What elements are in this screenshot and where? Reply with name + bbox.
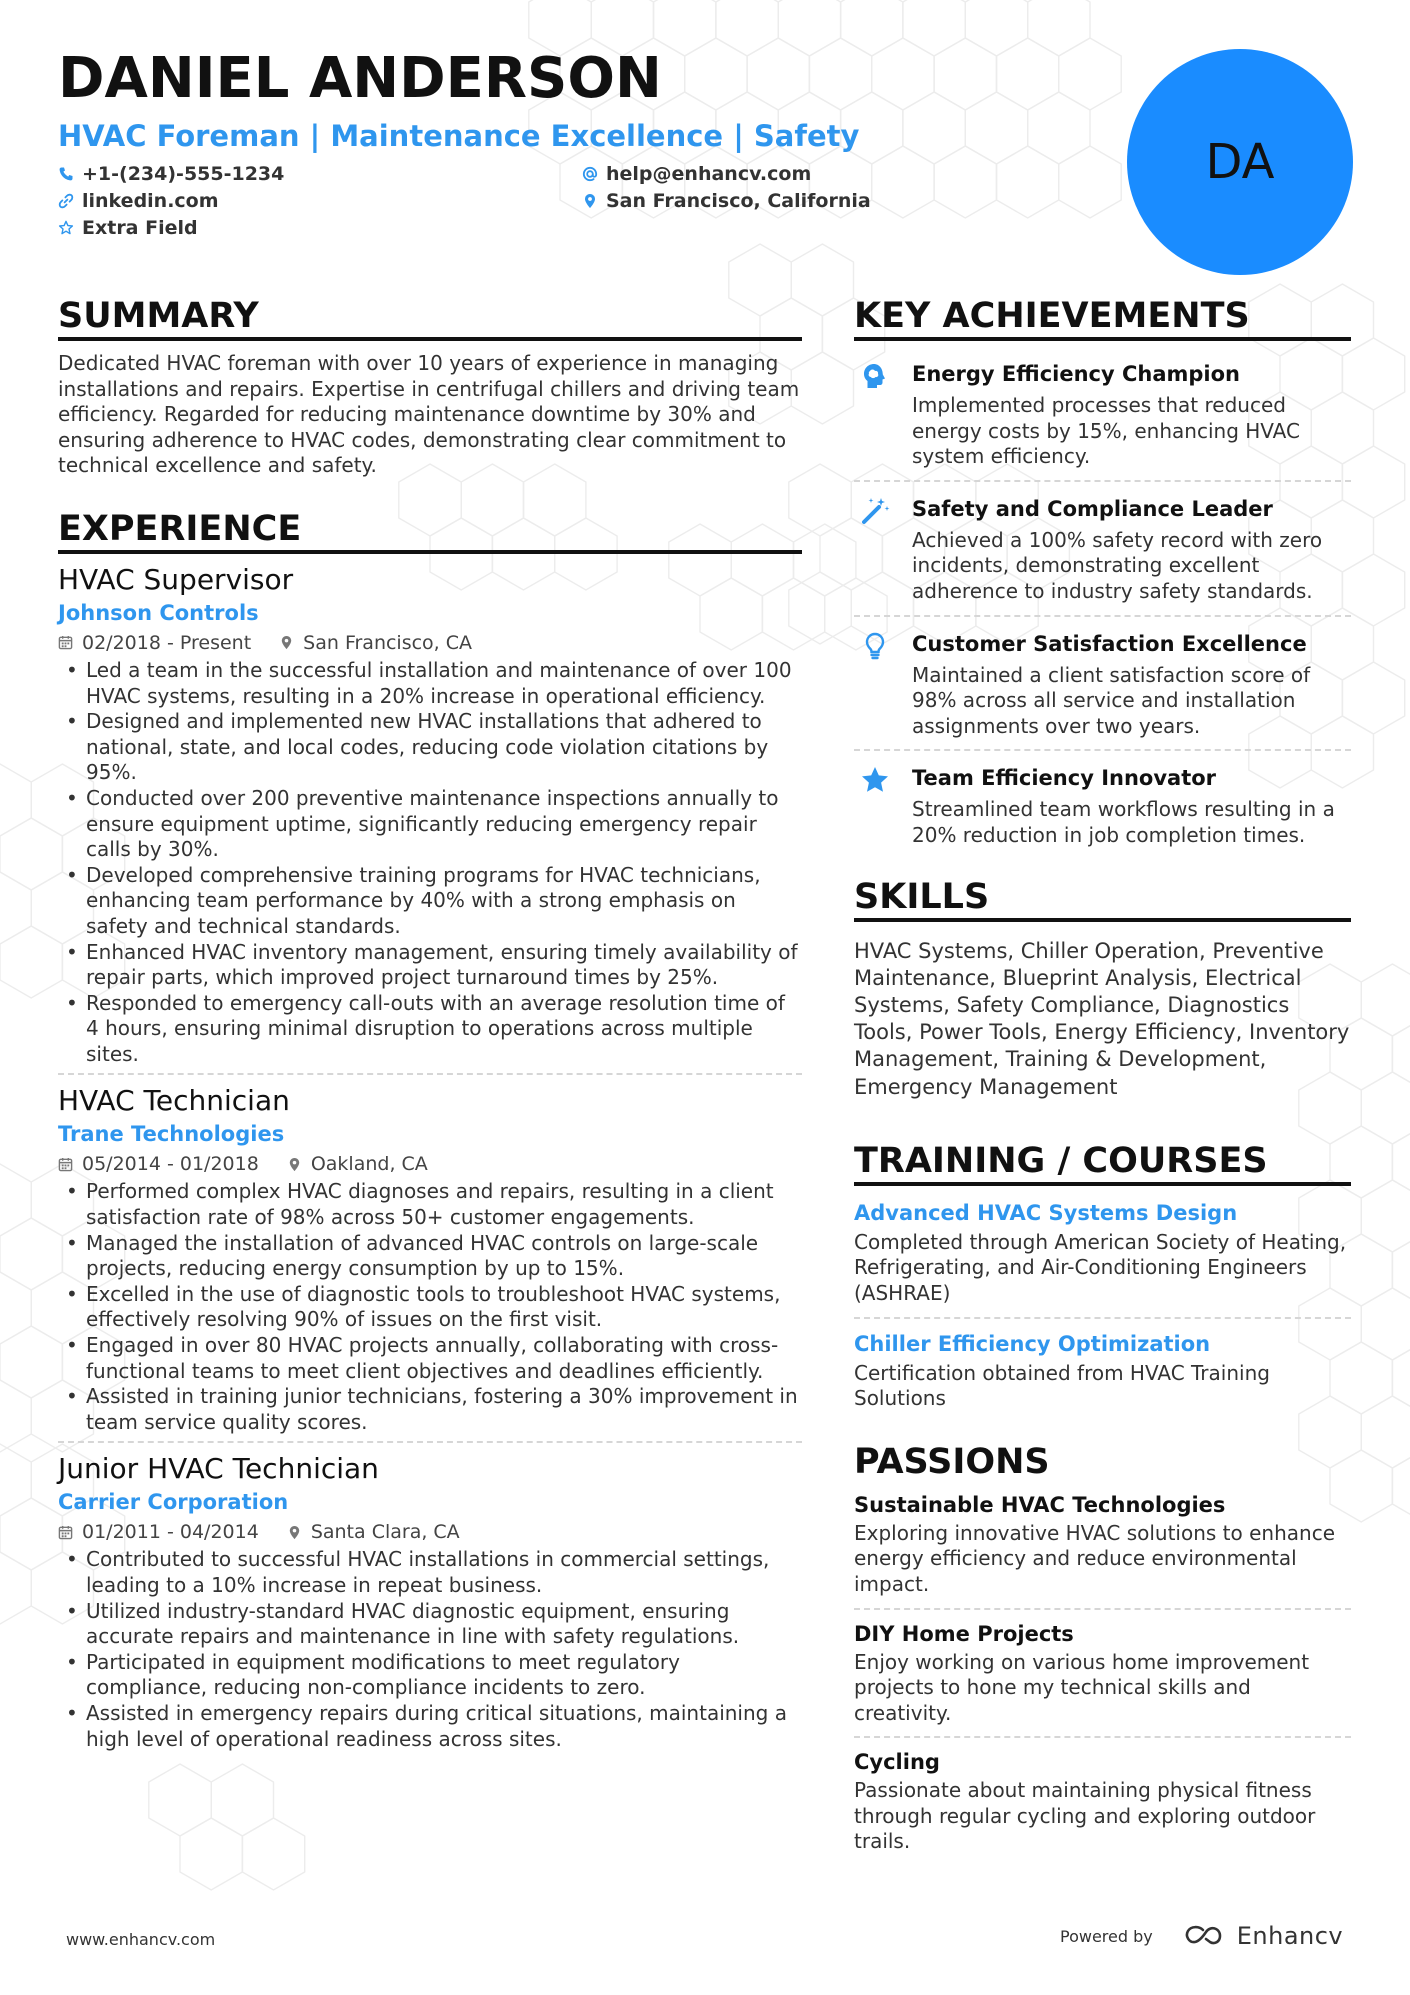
hexagon-shape [934,38,996,110]
achievement-description: Achieved a 100% safety record with zero incidents, demonstrating excellent adherence to industry safety standards. [912,527,1323,603]
hexagon-shape [1028,0,1090,56]
job-dates: 01/2011 - 04/2014 [82,1521,259,1544]
calendar-icon [58,1525,73,1540]
company-name: Carrier Corporation [58,1490,289,1515]
hexagon-shape [0,1218,62,1290]
passion-description: Enjoy working on various home improvement projects to hone my technical skills and creativity. [854,1649,1310,1725]
achievement-item [854,347,1351,480]
experience-title: EXPERIENCE [58,509,802,554]
hexagon-shape [1342,662,1404,734]
hexagon-shape [1342,446,1404,518]
passion-item [854,1608,1351,1737]
passion-title: Sustainable HVAC Technologies [854,1492,1226,1517]
achievements-section [854,296,1351,859]
achievement-item [854,615,1351,750]
hexagon-shape [1392,1342,1410,1414]
achievement-description: Maintained a client satisfaction score of 98% across all service and installation assignments over two years. [912,662,1311,738]
star-icon [854,763,912,848]
map-pin-icon [279,635,294,650]
job-bullet: • Designed and implemented new HVAC installations that adhered to national, state, and local codes, reducing code violation citations by 95%. [58,709,802,786]
job-bullets [58,1547,802,1752]
achievement-title: Safety and Compliance Leader [912,496,1273,521]
hexagon-shape [1361,1072,1410,1144]
candidate-headline: HVAC Foreman | Maintenance Excellence | Safety [58,119,860,153]
job-title: Junior HVAC Technician [58,1452,379,1486]
email-contact[interactable] [582,160,882,187]
map-pin-icon [582,193,598,209]
hexagon-shape [965,92,1027,164]
hexagon-shape [1392,1018,1410,1090]
job-dates: 02/2018 - Present [82,631,252,654]
job-location: Santa Clara, CA [310,1521,460,1544]
achievement-item [854,749,1351,858]
hexagon-shape [0,1164,31,1236]
avatar [1127,49,1353,275]
enhancv-logo-icon [1183,1924,1229,1948]
location-contact [582,187,882,214]
map-pin-icon [287,1525,302,1540]
job-bullets [58,658,802,1068]
passion-description: Passionate about maintaining physical fitness through regular cycling and exploring outdoor trails. [854,1778,1316,1854]
hexagon-shape [0,1498,62,1570]
hexagon-shape [1028,92,1090,164]
hexagon-shape [180,1818,242,1890]
training-section [854,1141,1351,1422]
passion-item [854,1736,1351,1865]
hexagon-shape [872,38,934,110]
summary-text: Dedicated HVAC foreman with over 10 years of experience in managing installations and repairs. Expertise in centrifugal chillers and driving team efficiency. Regarded for reducing maintenance downtime by 30% and ensuring adherence to HVAC codes, demonstrating clear commitment to technical excellence and safety. [58,351,800,478]
course-description: Completed through American Society of Heating, Refrigerating, and Air-Conditioning Engineers (ASHRAE) [854,1229,1347,1305]
job-bullet: • Excelled in the use of diagnostic tools to troubleshoot HVAC systems, effectively resolving 90% of issues on the first visit. [58,1282,802,1333]
job-dates: 05/2014 - 01/2018 [82,1153,259,1176]
experience-section [58,509,802,1758]
hexagon-shape [0,1380,31,1452]
linkedin-text: linkedin.com [82,189,219,212]
calendar-icon [58,1157,73,1172]
achievement-item [854,480,1351,615]
passion-title: DIY Home Projects [854,1621,1074,1646]
job-location-group [279,628,472,658]
company-name: Trane Technologies [58,1122,285,1147]
brain-head-icon [854,359,912,470]
job-location: Oakland, CA [310,1153,428,1176]
hexagon-shape [997,146,1059,218]
hexagon-shape [0,926,62,998]
job-bullet: • Contributed to successful HVAC installations in commercial settings, leading to a 10% increase in repeat business. [58,1547,802,1598]
hexagon-shape [1361,1396,1410,1468]
job-bullet: • Utilized industry-standard HVAC diagnostic equipment, ensuring accurate repairs and maintenance in line with safety regulations. [58,1599,802,1650]
job-meta [58,1517,802,1547]
linkedin-contact[interactable] [58,187,582,214]
calendar-icon [58,635,73,650]
phone-contact[interactable] [58,160,582,187]
achievement-body [912,763,1351,848]
job-meta [58,1149,802,1179]
achievement-title: Customer Satisfaction Excellence [912,631,1307,656]
job-bullet: • Developed comprehensive training programs for HVAC technicians, enhancing team performance by 40% with a strong emphasis on safety and technical standards. [58,863,802,940]
job-bullet: • Assisted in emergency repairs during critical situations, maintaining a high level of operational readiness across sites. [58,1701,802,1752]
location-text: San Francisco, California [606,189,871,212]
footer-website-link[interactable]: www.enhancv.com [66,1930,216,1949]
course-item [854,1317,1351,1422]
passion-item [854,1485,1351,1608]
achievement-list [854,347,1351,859]
course-item [854,1192,1351,1317]
enhancv-brand-text: Enhancv [1236,1922,1344,1950]
skills-title: SKILLS [854,877,1351,922]
passion-description: Exploring innovative HVAC solutions to enhance energy efficiency and reduce environmental impact. [854,1520,1335,1596]
hexagon-shape [965,0,1027,56]
course-title: Chiller Efficiency Optimization [854,1331,1211,1356]
right-column [854,296,1351,1865]
hexagon-shape [0,1552,31,1624]
email-text: help@enhancv.com [606,162,812,185]
skills-text: HVAC Systems, Chiller Operation, Preventive Maintenance, Blueprint Analysis, Electrical Systems, Safety Compliance, Diagnostics Tools, Power Tools, Energy Efficiency, Inventory Management, Training & Development, Emergency Management [854,938,1350,1099]
job-meta [58,628,802,658]
phone-icon [58,166,74,182]
hexagon-shape [242,1818,304,1890]
passions-title: PASSIONS [854,1441,1050,1482]
job-bullet: • Engaged in over 80 HVAC projects annually, collaborating with cross-functional teams to meet client objectives and deadlines efficiently. [58,1333,802,1384]
job-bullet: • Conducted over 200 preventive maintenance inspections annually to ensure equipment uptime, significantly reducing emergency repair calls by 30%. [58,786,802,863]
candidate-name: DANIEL ANDERSON [58,46,662,111]
job-bullets [58,1179,802,1435]
achievement-body [912,494,1351,605]
job-location-group [287,1517,460,1547]
hexagon-shape [1059,38,1121,110]
summary-section [58,296,802,479]
map-pin-icon [287,1157,302,1172]
job-title: HVAC Supervisor [58,562,294,596]
hexagon-shape [0,818,62,890]
job-location: San Francisco, CA [303,631,473,654]
job-bullet: • Managed the installation of advanced HVAC controls on large-scale projects, reducing energy consumption by up to 15%. [58,1231,802,1282]
company-name: Johnson Controls [58,600,259,625]
hexagon-shape [934,146,996,218]
hexagon-shape [794,524,856,596]
contact-info [58,160,878,241]
job-bullet: • Participated in equipment modifications to meet regulatory compliance, reducing non-compliance incidents to zero. [58,1650,802,1701]
hexagon-shape [997,38,1059,110]
passions-section [854,1442,1351,1865]
passion-list [854,1485,1351,1865]
hexagon-shape [903,0,965,56]
achievement-description: Implemented processes that reduced energy costs by 15%, enhancing HVAC system efficiency. [912,393,1300,469]
job-bullet: • Enhanced HVAC inventory management, ensuring timely availability of repair parts, which improved project turnaround times by 25%. [58,940,802,991]
job-bullet: • Led a team in the successful installation and maintenance of over 100 HVAC systems, resulting in a 20% increase in operational efficiency. [58,658,802,709]
course-description: Certification obtained from HVAC Training Solutions [854,1360,1270,1411]
achievements-title: KEY ACHIEVEMENTS [854,296,1351,341]
hexagon-shape [1392,1234,1410,1306]
link-icon [58,193,74,209]
extra-field-contact [58,214,582,241]
job-list [58,562,802,1758]
job-entry [58,1441,802,1758]
footer-branding[interactable] [1060,1922,1343,1950]
phone-text: +1-(234)-555-1234 [82,162,285,185]
hexagon-shape [1361,1180,1410,1252]
hexagon-shape [1361,964,1410,1036]
achievement-description: Streamlined team workflows resulting in a 20% reduction in job completion times. [912,797,1335,847]
summary-title: SUMMARY [58,296,802,341]
achievement-body [912,359,1351,470]
hexagon-shape [0,764,31,836]
hexagon-shape [1392,1126,1410,1198]
training-title: TRAINING / COURSES [854,1141,1351,1186]
skills-section [854,877,1351,1101]
job-entry [58,1073,802,1441]
passion-title: Cycling [854,1750,940,1775]
hexagon-shape [1392,1450,1410,1522]
hexagon-shape [1342,554,1404,626]
job-location-group [287,1149,428,1179]
achievement-title: Team Efficiency Innovator [912,766,1217,791]
course-title: Advanced HVAC Systems Design [854,1200,1238,1225]
extra-field-text: Extra Field [82,216,198,239]
achievement-title: Energy Efficiency Champion [912,362,1241,386]
hexagon-shape [1342,338,1404,410]
left-column [58,296,802,1758]
magic-wand-icon [854,494,912,605]
course-list [854,1192,1351,1422]
job-title: HVAC Technician [58,1084,290,1118]
hexagon-shape [0,1444,31,1516]
hexagon-shape [0,1326,62,1398]
hexagon-shape [0,872,31,944]
job-bullet: • Responded to emergency call-outs with an average resolution time of 4 hours, ensuring minimal disruption to operations across multiple sites. [58,991,802,1068]
at-icon [582,166,598,182]
hexagon-shape [1361,1288,1410,1360]
hexagon-shape [1059,146,1121,218]
hexagon-shape [149,1764,211,1836]
hexagon-shape [0,1272,31,1344]
powered-by-text: Powered by [1060,1926,1153,1946]
resume-header [58,44,878,241]
achievement-body [912,629,1351,740]
lightbulb-icon [854,629,912,740]
job-entry [58,562,802,1074]
hexagon-shape [211,1764,273,1836]
avatar-initials: DA [1205,134,1275,190]
job-bullet: • Performed complex HVAC diagnoses and repairs, resulting in a client satisfaction rate of 98% across 50+ customer engagements. [58,1179,802,1230]
job-bullet: • Assisted in training junior technicians, fostering a 30% improvement in team service quality scores. [58,1384,802,1435]
hexagon-shape [903,92,965,164]
star-outline-icon [58,220,74,236]
